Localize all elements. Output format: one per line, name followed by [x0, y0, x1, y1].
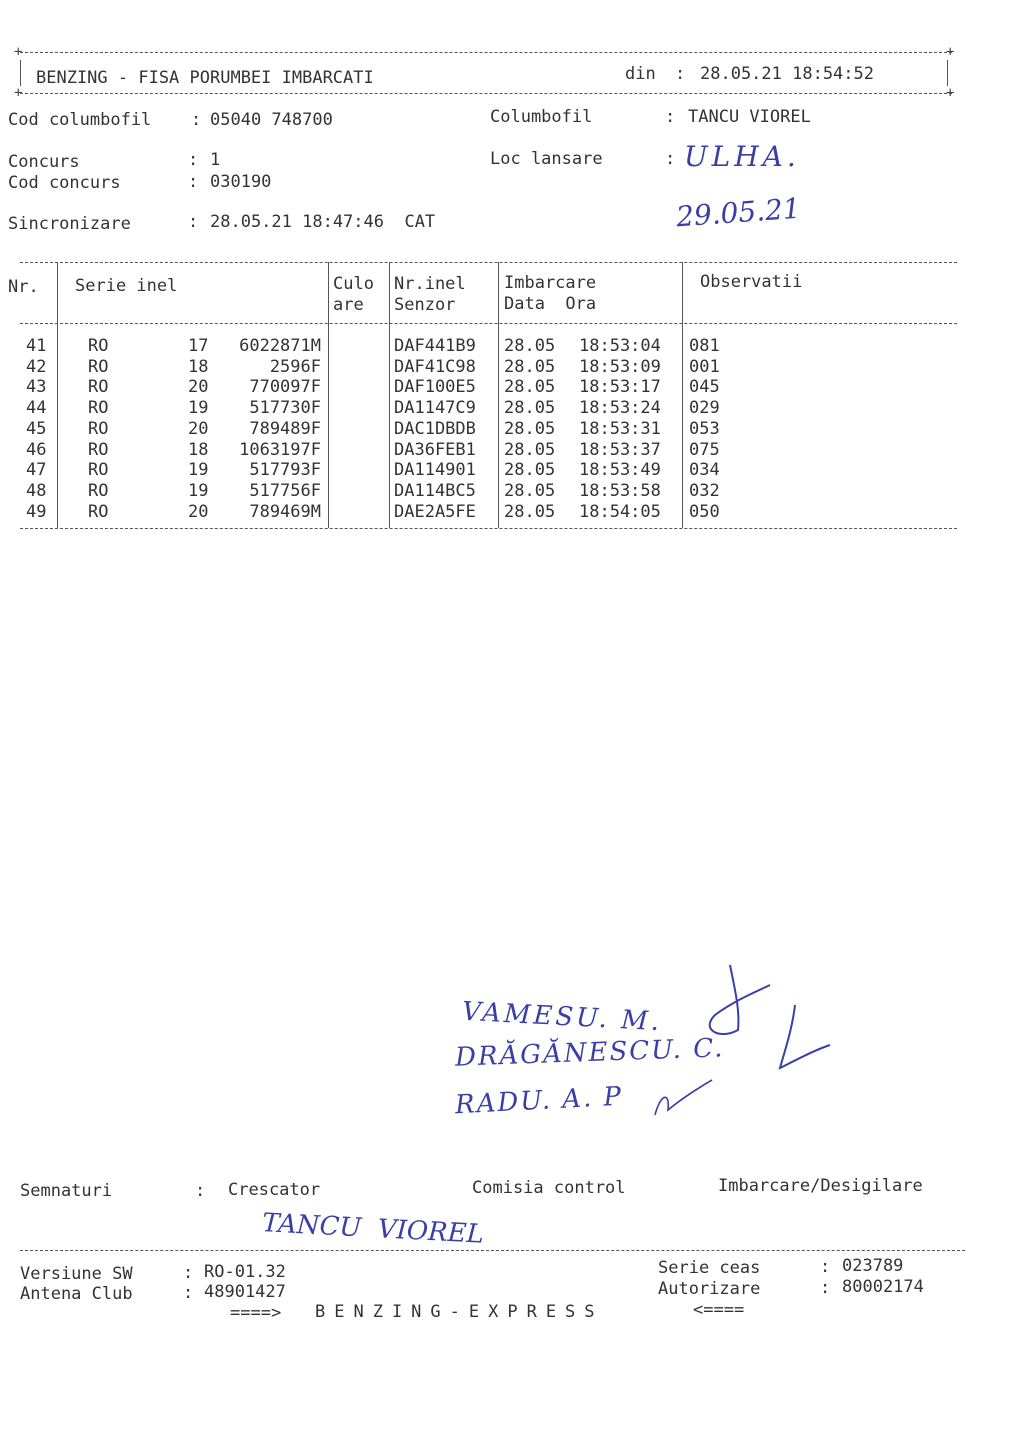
row-nr: 42: [26, 356, 47, 377]
row-date: 28.05: [504, 398, 556, 419]
loc-lansare-colon: :: [665, 149, 676, 169]
row-year: 20: [188, 377, 209, 398]
row-time: 18:53:04: [579, 336, 661, 356]
row-date: 28.05: [504, 439, 556, 460]
row-year: 19: [188, 460, 209, 481]
antena-label: Antena Club: [20, 1284, 133, 1304]
row-date: 28.05: [504, 377, 556, 398]
serie-ceas-colon: :: [820, 1257, 831, 1277]
sincronizare-value: 28.05.21 18:47:46 CAT: [210, 212, 436, 232]
row-nr: 44: [26, 398, 47, 419]
row-country: RO: [88, 377, 109, 398]
row-time: 18:53:17: [579, 377, 661, 398]
header-imbarcare-2: Data Ora: [504, 294, 597, 314]
loc-lansare-label: Loc lansare: [490, 149, 603, 169]
row-obs: 075: [689, 439, 720, 460]
row-date: 28.05: [504, 480, 556, 501]
cod-concurs-value: 030190: [210, 172, 272, 192]
corner-mark: +: [946, 44, 955, 60]
row-sensor: DAC1DBDB: [394, 418, 476, 439]
row-year: 18: [188, 356, 209, 377]
row-date: 28.05: [504, 418, 556, 439]
row-year: 20: [188, 501, 209, 522]
autorizare-value: 80002174: [842, 1277, 924, 1297]
row-obs: 034: [689, 460, 720, 481]
row-sensor: DAF100E5: [394, 377, 476, 398]
row-sensor: DA36FEB1: [394, 439, 476, 460]
row-ring: 770097F: [249, 377, 321, 398]
row-ring: 517756F: [249, 480, 321, 501]
sincronizare-colon: :: [188, 212, 199, 232]
commission-line-3: RADU. A. P: [454, 1081, 624, 1121]
handwritten-date: 29.05.21: [675, 191, 802, 234]
commission-line-1: VAMESU. M.: [461, 996, 663, 1038]
header-imbarcare-1: Imbarcare: [504, 273, 597, 293]
loc-lansare-handwritten: ULHA.: [684, 140, 800, 173]
signatures-label: Semnaturi: [20, 1181, 113, 1201]
header-nr-inel-2: Senzor: [394, 295, 456, 315]
row-country: RO: [88, 398, 109, 419]
date-value: 28.05.21 18:54:52: [700, 64, 874, 84]
row-country: RO: [88, 460, 109, 481]
row-time: 18:53:49: [579, 460, 661, 481]
row-obs: 032: [689, 480, 720, 501]
concurs-value: 1: [210, 150, 221, 170]
row-ring: 789489F: [249, 418, 321, 439]
row-year: 19: [188, 480, 209, 501]
row-time: 18:53:09: [579, 356, 661, 377]
date-label: din: [625, 64, 656, 84]
row-obs: 029: [689, 398, 720, 419]
row-ring: 789469M: [249, 501, 321, 522]
versiune-label: Versiune SW: [20, 1264, 133, 1284]
row-obs: 045: [689, 377, 720, 398]
row-date: 28.05: [504, 336, 556, 356]
row-year: 17: [188, 336, 209, 356]
versiune-colon: :: [183, 1263, 194, 1283]
signature-imbarcare-label: Imbarcare/Desigilare: [718, 1176, 923, 1196]
row-country: RO: [88, 501, 109, 522]
row-obs: 001: [689, 356, 720, 377]
row-nr: 46: [26, 439, 47, 460]
antena-colon: :: [183, 1283, 194, 1303]
row-sensor: DAE2A5FE: [394, 501, 476, 522]
sincronizare-label: Sincronizare: [8, 214, 131, 234]
cod-concurs-label: Cod concurs: [8, 173, 121, 193]
header-nr-inel-1: Nr.inel: [394, 274, 466, 294]
date-colon: :: [675, 64, 686, 84]
versiune-value: RO-01.32: [204, 1262, 286, 1282]
row-country: RO: [88, 356, 109, 377]
corner-mark: +: [946, 85, 955, 101]
row-time: 18:53:31: [579, 418, 661, 439]
row-date: 28.05: [504, 356, 556, 377]
footer-arrow-right: <====: [693, 1300, 745, 1320]
row-nr: 47: [26, 460, 47, 481]
antena-value: 48901427: [204, 1282, 286, 1302]
header-culoare-2: are: [333, 295, 364, 315]
corner-mark: +: [14, 85, 23, 101]
row-time: 18:54:05: [579, 501, 661, 522]
row-sensor: DA114BC5: [394, 480, 476, 501]
row-sensor: DA1147C9: [394, 398, 476, 419]
row-date: 28.05: [504, 460, 556, 481]
crescator-signature: TANCU VIOREL: [261, 1208, 485, 1250]
footer-brand: BENZING-EXPRESS: [315, 1302, 604, 1322]
row-obs: 050: [689, 501, 720, 522]
row-nr: 49: [26, 501, 47, 522]
row-year: 18: [188, 439, 209, 460]
row-time: 18:53:37: [579, 439, 661, 460]
autorizare-label: Autorizare: [658, 1279, 761, 1299]
columbofil-label: Columbofil: [490, 107, 593, 127]
row-sensor: DA114901: [394, 460, 476, 481]
header-nr: Nr.: [8, 277, 39, 297]
header-observatii: Observatii: [700, 272, 803, 292]
columbofil-value: TANCU VIOREL: [688, 107, 811, 127]
cod-columbofil-colon: :: [191, 110, 202, 130]
cod-columbofil-value: 05040 748700: [210, 110, 333, 130]
row-ring: 1063197F: [239, 439, 321, 460]
row-nr: 41: [26, 336, 47, 356]
footer-arrow-left: ====>: [230, 1303, 282, 1323]
signature-comisia-label: Comisia control: [472, 1178, 626, 1198]
autorizare-colon: :: [820, 1278, 831, 1298]
row-year: 19: [188, 398, 209, 419]
corner-mark: +: [14, 44, 23, 60]
row-nr: 45: [26, 418, 47, 439]
signature-crescator-label: Crescator: [228, 1180, 321, 1200]
row-time: 18:53:58: [579, 480, 661, 501]
row-ring: 6022871M: [239, 336, 321, 356]
row-nr: 43: [26, 377, 47, 398]
row-ring: 517730F: [249, 398, 321, 419]
row-obs: 053: [689, 418, 720, 439]
signatures-colon: :: [195, 1181, 206, 1201]
header-culoare-1: Culo: [333, 274, 374, 294]
cod-columbofil-label: Cod columbofil: [8, 110, 152, 130]
serie-ceas-label: Serie ceas: [658, 1258, 761, 1278]
row-country: RO: [88, 418, 109, 439]
row-year: 20: [188, 418, 209, 439]
row-country: RO: [88, 480, 109, 501]
document-title: BENZING - FISA PORUMBEI IMBARCATI: [36, 68, 374, 88]
row-time: 18:53:24: [579, 398, 661, 419]
concurs-colon: :: [188, 150, 199, 170]
cod-concurs-colon: :: [188, 172, 199, 192]
row-obs: 081: [689, 336, 720, 356]
row-country: RO: [88, 439, 109, 460]
footer-rule: [20, 1250, 965, 1251]
row-sensor: DAF41C98: [394, 356, 476, 377]
row-sensor: DAF441B9: [394, 336, 476, 356]
header-serie-inel: Serie inel: [75, 276, 178, 296]
serie-ceas-value: 023789: [842, 1256, 904, 1276]
commission-line-2: DRĂGĂNESCU. C.: [454, 1033, 725, 1073]
columbofil-colon: :: [665, 107, 676, 127]
row-nr: 48: [26, 480, 47, 501]
row-country: RO: [88, 336, 109, 356]
row-ring: 2596F: [269, 356, 321, 377]
row-date: 28.05: [504, 501, 556, 522]
row-ring: 517793F: [249, 460, 321, 481]
concurs-label: Concurs: [8, 152, 80, 172]
